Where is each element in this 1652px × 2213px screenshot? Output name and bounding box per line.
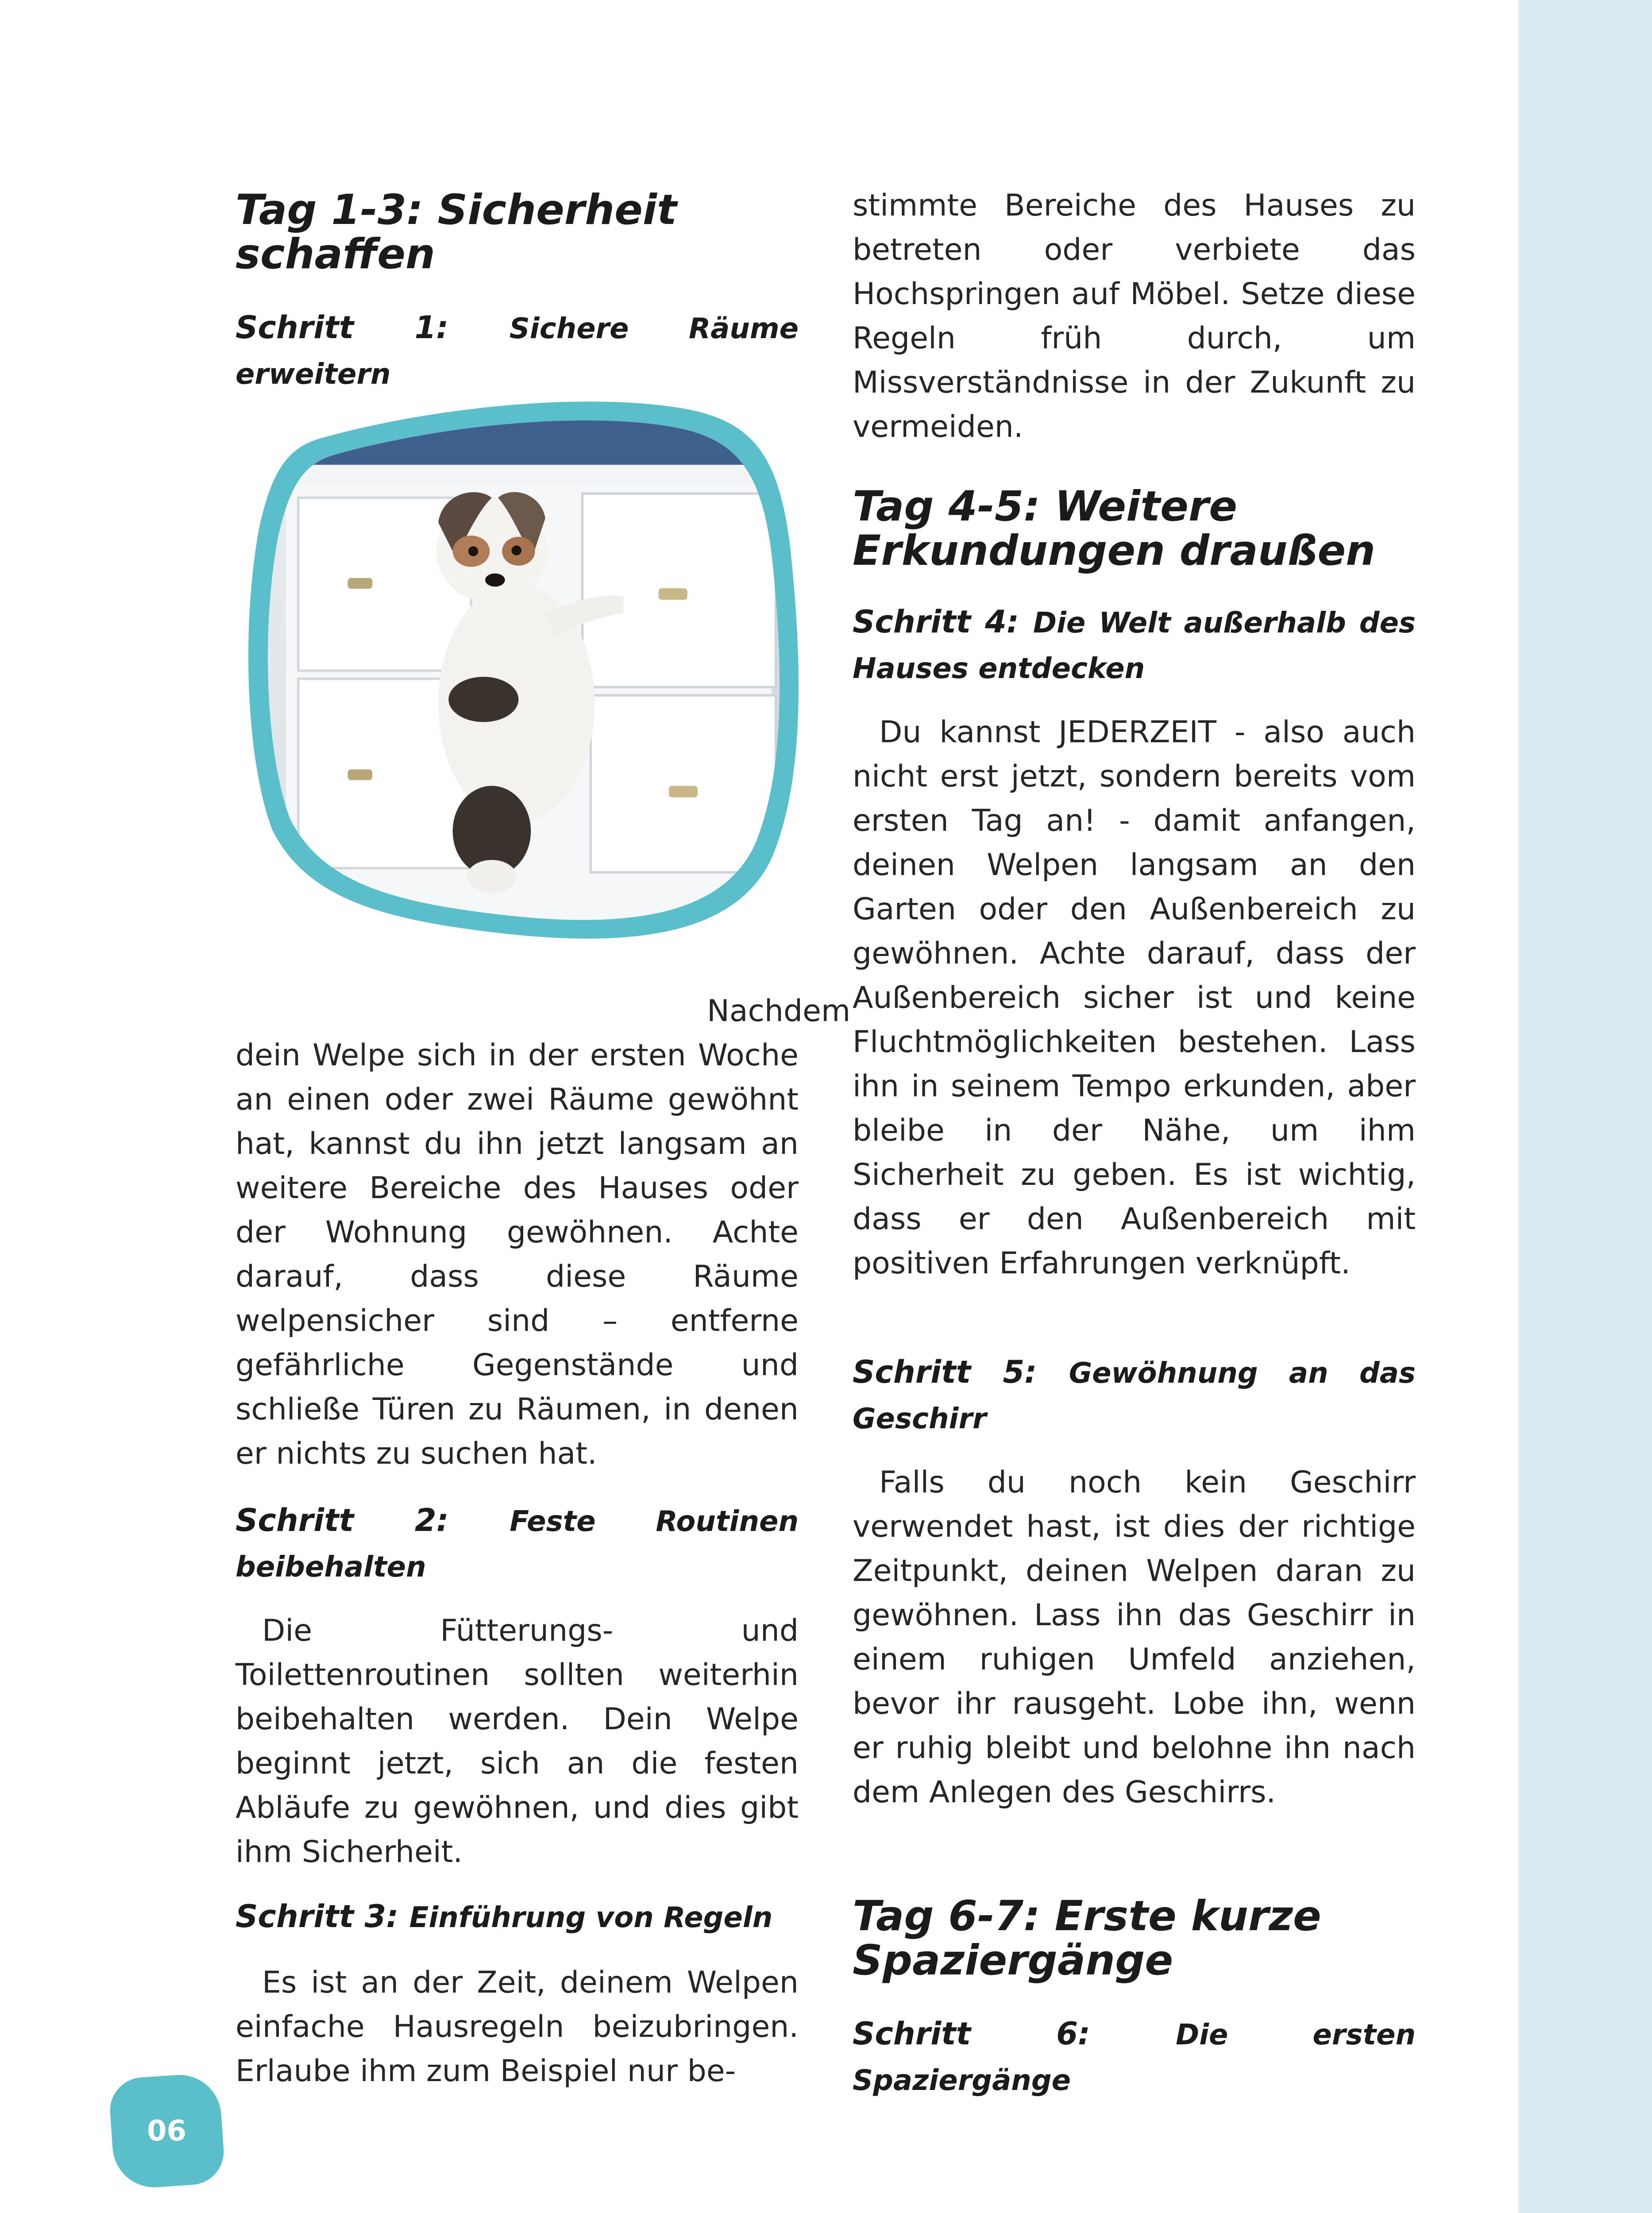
- puppy-photo: [241, 396, 812, 947]
- step-2-text: Die Fütterungs- und Toilettenroutinen sollten weiterhin beibehalten werden. Dein Welpe beginnt jetzt, sich an die festen Abläufe zu gewöhnen, und dies gibt ihm Sicherheit.: [235, 1613, 799, 1870]
- step-5-name: Gewöhnung an das Geschirr: [853, 1357, 1416, 1435]
- step-3-label: Schritt 3:: [235, 1898, 399, 1935]
- step-2-title: [235, 1498, 799, 1589]
- page-number-badge: [108, 2072, 226, 2190]
- step-2-name: Feste Routinen beibehalten: [235, 1505, 799, 1584]
- step-6-name: Die ersten Spaziergänge: [853, 2019, 1416, 2097]
- step-6-label: Schritt 6:: [853, 2016, 1090, 2052]
- step-3-text-continued: stimmte Bereiche des Hauses zu betreten oder verbiete das Hochspringen auf Möbel. Setze diese Regeln früh durch, um Missverständnisse in der Zukunft zu vermeiden.: [853, 188, 1416, 444]
- heading-tag-1-3: Tag 1-3: Sicherheit schaffen: [235, 186, 677, 278]
- step-6-title: [853, 2012, 1416, 2103]
- step-2-label: Schritt 2:: [235, 1502, 449, 1538]
- heading-tag-4-5: Tag 4-5: Weitere Erkundungen draußen: [853, 482, 1376, 575]
- step-3-name: Einführung von Regeln: [409, 1901, 773, 1934]
- step-4-name: Die Welt außerhalb des Hauses entdecken: [853, 607, 1416, 685]
- step-1-text: Nachdem dein Welpe sich in der ersten Woche an einen oder zwei Räume gewöhnt hat, kannst du ihn jetzt langsam an weitere Bereiche des Hauses oder der Wohnung gewöhnen. Achte darauf, dass diese Räume welpensicher sind – entferne gefährliche Gegenstände und schließe Türen zu Räumen, in denen er nichts zu suchen hat.: [235, 994, 851, 1471]
- step-4-text: Du kannst JEDERZEIT - also auch nicht erst jetzt, sondern bereits vom ersten Tag an! - damit anfangen, deinen Welpen langsam an den Garten oder den Außenbereich zu gewöhnen. Achte darauf, dass der Außenbereich sicher ist und keine Fluchtmöglichkeiten bestehen. Lass ihn in seinem Tempo erkunden, aber bleibe in der Nähe, um ihm Sicherheit zu geben. Es ist wichtig, dass er den Außenbereich mit positiven Erfahrungen verknüpft.: [853, 715, 1416, 1281]
- step-1-label: Schritt 1:: [235, 309, 449, 346]
- step-1-name: Sichere Räume erweitern: [235, 312, 799, 391]
- step-3-text: Es ist an der Zeit, deinem Welpen einfache Hausregeln beizubringen. Erlaube ihm zum Beispiel nur be-: [235, 1965, 799, 2089]
- step-1-title: [235, 305, 799, 397]
- step-5-text: Falls du noch kein Geschirr verwendet hast, ist dies der richtige Zeitpunkt, deinen Welpen daran zu gewöhnen. Lass ihn das Geschirr in einem ruhigen Umfeld anziehen, bevor ihr rausgeht. Lobe ihn, wenn er ruhig bleibt und belohne ihn nach dem Anlegen des Geschirrs.: [853, 1465, 1416, 1810]
- step-4-label: Schritt 4:: [853, 604, 1019, 640]
- step-3-title: [235, 1894, 799, 1940]
- step-5-title: [853, 1350, 1416, 1441]
- step-5-label: Schritt 5:: [853, 1354, 1037, 1390]
- heading-tag-6-7: Tag 6-7: Erste kurze Spaziergänge: [853, 1892, 1321, 1985]
- side-band: [1518, 0, 1652, 2213]
- page-number: 06: [147, 2115, 187, 2147]
- step-4-title: [853, 600, 1416, 691]
